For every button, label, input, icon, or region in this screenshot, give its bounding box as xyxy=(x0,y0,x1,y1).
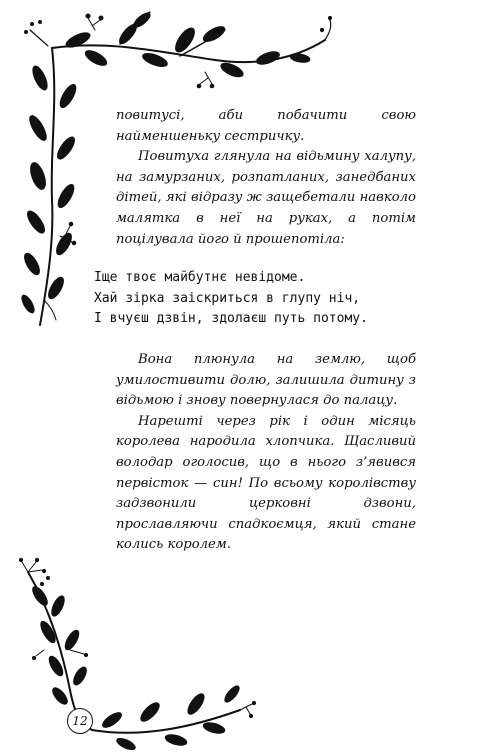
paragraph-1: повитусі, аби побачити свою найменшеньку сестричку. xyxy=(116,108,416,144)
paragraph-4: Нарешті через рік і один місяць королева народила хлопчика. Щасливий володар оголосив, що в нього з’явився первісток — син! По всьому королівству задзвонили церковні дзвони, прославляючи спадкоємця, який стане колись королем. xyxy=(116,413,416,553)
poem-stanza xyxy=(94,268,424,330)
main-text xyxy=(94,106,416,556)
paragraph-3: Вона плюнула на землю, щоб умилостивити долю, залишила дитину з відьмою і знову повернулася до палацу. xyxy=(116,351,416,409)
poem-line-3: І вчуєш дзвін, здолаєш путь потому. xyxy=(94,311,368,327)
poem-line-2: Хай зірка заіскриться в глупу ніч, xyxy=(94,290,361,306)
poem-line-1: Іще твоє майбутнє невідоме. xyxy=(94,270,306,286)
page-number-badge xyxy=(67,708,93,734)
paragraph-2: Повитуха глянула на відьмину халупу, на замурзаних, розпатланих, занедбаних дітей, які відразу ж защебетали навколо малятка в неї на руках, а потім поцілувала його й прошепотіла: xyxy=(116,149,416,247)
page-number: 12 xyxy=(72,714,88,728)
